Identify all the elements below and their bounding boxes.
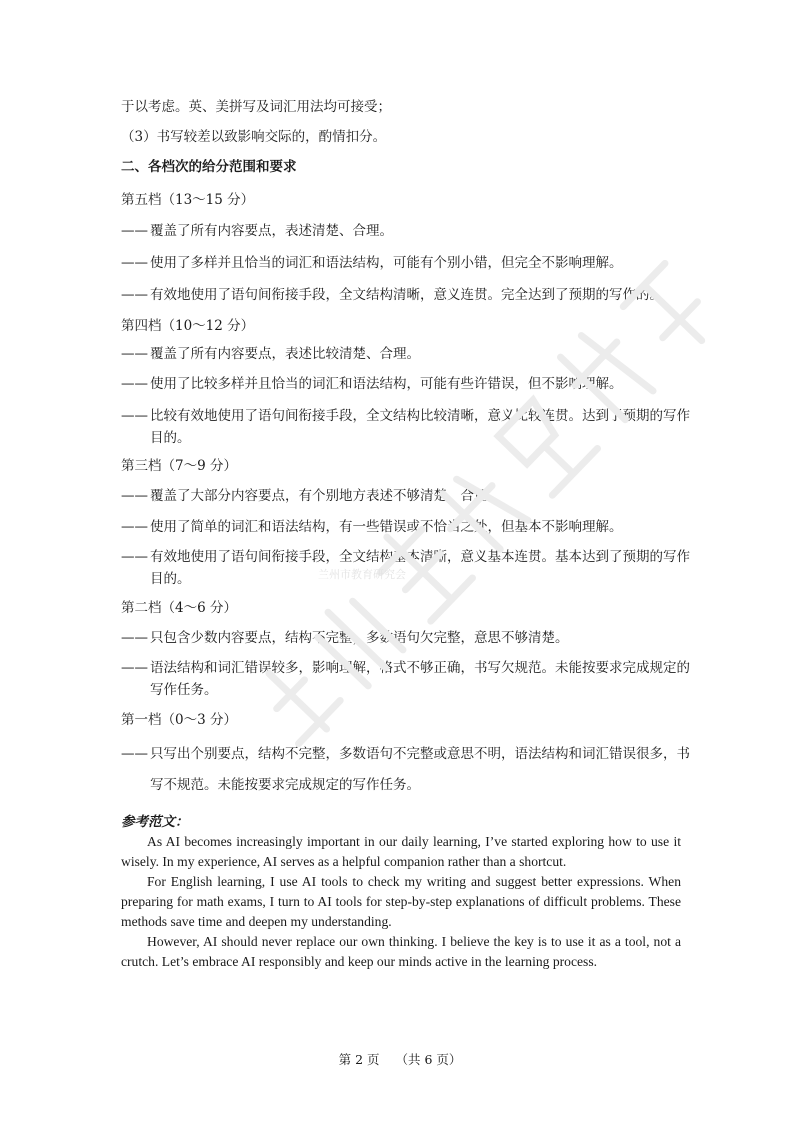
tier-title: 第五档（13～15 分） (121, 192, 255, 208)
tier-item (121, 284, 721, 306)
essay-paragraph: However, AI should never replace our own thinking. I believe the key is to use it as a tool, not a crutch. Let’s embrace AI responsibly and keep our minds active in the learning process. (121, 934, 681, 969)
tier-item (121, 405, 691, 449)
tier-item-text: 使用了多样并且恰当的词汇和语法结构，可能有个别小错，但完全不影响理解。 (150, 255, 623, 271)
dash: —— (121, 287, 148, 303)
dash: —— (121, 746, 148, 762)
reference-essay (121, 832, 681, 972)
tier-title: 第一档（0～3 分） (121, 712, 237, 728)
tier-item-text: 有效地使用了语句间衔接手段，全文结构清晰，意义连贯。完全达到了预期的写作的。 (150, 287, 663, 303)
tier-item (121, 252, 691, 274)
intro-line-1: 于以考虑。英、美拼写及词汇用法均可接受； (121, 99, 391, 115)
tier-item (121, 373, 691, 395)
section-heading: 二、各档次的给分范围和要求 (121, 159, 297, 175)
dash: —— (121, 255, 148, 271)
dash: —— (121, 519, 148, 535)
reference-title: 参考范文： (121, 814, 189, 830)
dash: —— (121, 376, 148, 392)
tier-title: 第三档（7～9 分） (121, 458, 237, 474)
dash: —— (121, 408, 148, 424)
dash: —— (121, 223, 148, 239)
tier-title: 第二档（4～6 分） (121, 600, 237, 616)
tier-item (121, 220, 691, 242)
tier-item (121, 485, 691, 507)
tier-item-text: 只写出个别要点，结构不完整，多数语句不完整或意思不明，语法结构和词汇错误很多，书写不规范。未能按要求完成规定的写作任务。 (150, 746, 690, 793)
tier-item-text: 有效地使用了语句间衔接手段，全文结构基本清晰，意义基本连贯。基本达到了预期的写作目的。 (150, 549, 690, 587)
tier-item (121, 343, 691, 365)
tier-item-text: 使用了比较多样并且恰当的词汇和语法结构，可能有些许错误，但不影响理解。 (150, 376, 623, 392)
tier-item (121, 739, 691, 801)
tier-item-text: 只包含少数内容要点，结构不完整，多数语句欠完整，意思不够清楚。 (150, 630, 569, 646)
page-total: （共 6 页） (395, 1052, 462, 1067)
page-footer (0, 1050, 800, 1068)
tier-item-text: 语法结构和词汇错误较多，影响理解，格式不够正确，书写欠规范。未能按要求完成规定的写作任务。 (150, 660, 690, 698)
tier-item (121, 516, 691, 538)
tier-item-text: 比较有效地使用了语句间衔接手段，全文结构比较清晰，意义比较连贯。达到了预期的写作目的。 (150, 408, 690, 446)
tier-item-text: 覆盖了所有内容要点，表述清楚、合理。 (150, 223, 393, 239)
intro-line-2: （3）书写较差以致影响交际的，酌情扣分。 (121, 129, 387, 145)
tier-item (121, 627, 691, 649)
tier-item-text: 覆盖了大部分内容要点，有个别地方表述不够清楚、合理。 (150, 488, 501, 504)
page-number: 第 2 页 (338, 1052, 380, 1067)
essay-paragraph: For English learning, I use AI tools to check my writing and suggest better expressions. When preparing for math exams, I turn to AI tools for step-by-step explanations of difficult problems. These methods save time and deepen my understanding. (121, 874, 681, 929)
dash: —— (121, 488, 148, 504)
faint-watermark-text: 兰州市教育研究会 (318, 568, 406, 581)
tier-item (121, 546, 691, 590)
tier-title: 第四档（10～12 分） (121, 318, 255, 334)
tier-item-text: 使用了简单的词汇和语法结构，有一些错误或不恰当之处，但基本不影响理解。 (150, 519, 623, 535)
dash: —— (121, 660, 148, 676)
tier-item (121, 657, 691, 701)
dash: —— (121, 549, 148, 565)
dash: —— (121, 630, 148, 646)
dash: —— (121, 346, 148, 362)
essay-paragraph: As AI becomes increasingly important in our daily learning, I’ve started exploring how to use it wisely. In my experience, AI serves as a helpful companion rather than a shortcut. (121, 834, 681, 869)
tier-item-text: 覆盖了所有内容要点，表述比较清楚、合理。 (150, 346, 420, 362)
